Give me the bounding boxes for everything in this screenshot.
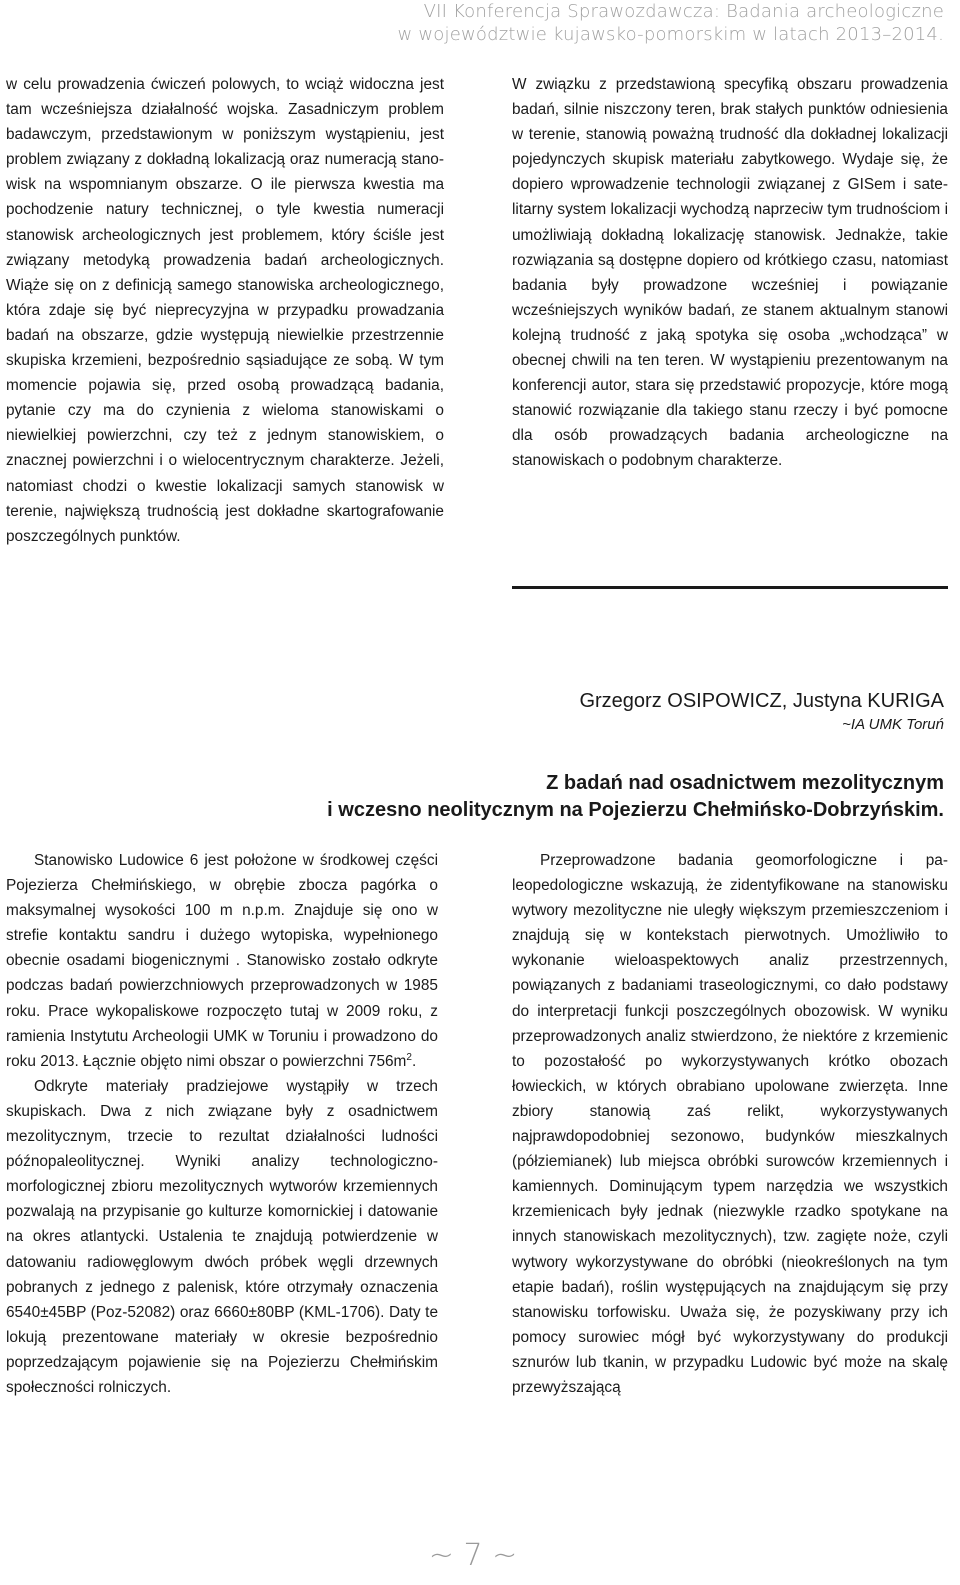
top-left-paragraph: w celu prowadzenia ćwiczeń polowych, to wciąż widoczna jest tam wcześniejsza działalność wojska. Zasadniczym problem badawczym, przedstawionym w poniższym wystąpieniu, jest problem związany z dokładną lokalizacją oraz numeracją stanowisk na wspomnianym obszarze. O ile pierwsza kwestia ma pochodzenie natury technicznej, o tyle kwestia numeracji stanowisk archeologicznych jest problemem, który ściśle jest związany metodyką prowadzenia badań archeologicznych. Wiąże się on z definicją samego stanowiska archeologicznego, która zdaje się być nieprecyzyjna w przypadku prowadzania badań na obszarze, gdzie występują niewielkie przestrzennie skupiska krzemieni, bezpośrednio sąsiadujące ze sobą. W tym momencie pojawia się, przed osobą prowadzącą badania, pytanie czy ma do czynienia z wieloma stanowiskami o niewielkiej powierzchni, czy też z jednym stanowiskiem, o znacznej powierzchni i o wielocentrycznym charakterze. Jeżeli, natomiast chodzi o kwestie lokalizacji samych stanowisk w terenie, największą trudnością jest dokładne skartografowanie poszczególnych punktów. — [6, 76, 444, 545]
article-authors: Grzegorz OSIPOWICZ, Justyna KURIGA — [579, 690, 944, 712]
header-line-2: w województwie kujawsko-pomorskim w latach 2013–2014. — [397, 24, 944, 45]
top-right-column — [512, 72, 948, 474]
article-title-line-1: Z badań nad osadnictwem mezolitycznym — [546, 772, 944, 794]
article-title-line-2: i wczesno neolitycznym na Pojezierzu Chełmińsko-Dobrzyńskim. — [327, 799, 944, 821]
running-header — [224, 0, 944, 46]
bottom-right-column — [512, 848, 948, 1400]
top-right-paragraph: W związku z przedstawioną specyfiką obszaru prowadzenia badań, silnie niszczony teren, brak stałych punktów odniesienia w terenie, stanowią poważną trudność dla dokładnej lokalizacji pojedynczych skupisk materiału zabytkowego. Wydaje się, że dopiero wprowadzenie technologii związanej z GISem i satelitarny system lokalizacji wychodzą naprzeciw tym trudnościom i umożliwiają dokładną lokalizację stanowisk. Jednakże, takie rozwiązania są dostępne dopiero od krótkiego czasu, natomiast badania były prowadzone wcześniej i powiązanie wcześniejszych wyników badań, ze stanem aktualnym stanowi kolejną trudność z jaką spotyka się osoba „wchodząca” w obecnej chwili na ten teren. W wystąpieniu prezentowanym na konferencji autor, stara się przedstawić propozycje, które mogą stanowić rozwiązanie dla takiego stanu rzeczy i być pomocne dla osób prowadzących badania archeologiczne na stanowiskach o podobnym charakterze. — [512, 76, 948, 470]
section-divider — [512, 586, 948, 589]
superscript-2: 2 — [406, 1051, 412, 1063]
bottom-left-paragraph-2: Odkryte materiały pradziejowe wystąpiły w trzech skupiskach. Dwa z nich związane były z osadnictwem mezolitycznym, trzecie to rezultat działalności ludności późnopaleolitycznej. Wyniki analizy technologiczno-morfologicznej zbioru mezolitycznych wytworów krzemiennych pozwalają na przypisanie go kulturze komornickiej i datowanie na okres atlantycki. Ustalenia te znajdują potwierdzenie w datowaniu radiowęglowym dwóch próbek węgli drzewnych pobranych z jednego z palenisk, które otrzymały oznaczenia 6540±45BP (Poz-52082) oraz 6660±80BP (KML-1706). Daty te lokują prezentowane materiały w okresie bezpośrednio poprzedzającym pojawienie się na Pojezierzu Chełmińskim społeczności rolniczych. — [6, 1077, 438, 1396]
bottom-left-column — [6, 848, 438, 1400]
top-left-column — [6, 72, 444, 549]
author-affiliation: ~IA UMK Toruń — [842, 716, 944, 733]
bottom-left-paragraph-1 — [6, 848, 438, 1074]
bottom-left-p1-text: Stanowisko Ludowice 6 jest położone w środkowej części Pojezierza Chełmińskiego, w obrębie zbocza pagórka o maksymalnej wysokości 100 m n.p.m. Znajduje się ono w strefie kontaktu sandru i dużego wytopiska, wypełnionego obecnie osadami biogenicznymi . Stanowisko zostało odkryte podczas badań powierzchniowych przeprowadzonych w 1985 roku. Prace wykopaliskowe rozpoczęto tutaj w 2009 roku, z ramienia Instytutu Archeologii UMK w Toruniu i prowadzono do roku 2013. Łącznie objęto nimi obszar o powierzchni 756m — [6, 852, 438, 1070]
bottom-left-p1-end: . — [411, 1052, 417, 1070]
header-line-1: VII Konferencja Sprawozdawcza: Badania archeologiczne — [423, 1, 944, 22]
page-number: ~ 7 ~ — [428, 1538, 518, 1573]
bottom-right-paragraph: Przeprowadzone badania geomorfologiczne i paleopedologiczne wskazują, że zidentyfikowane na stanowisku wytwory mezolityczne nie uległy większym przemieszczeniom i znajdują się w kontekstach pierwotnych. Umożliwiło to wykonanie wieloaspektowych analiz przestrzennych, powiązanych z badaniami traseologicznymi, co dało podstawy do interpretacji funkcji poszczególnych obozowisk. W wyniku przeprowadzonych analiz stwierdzono, że niektóre z krzemienic to pozostałość po wykorzystywanych krótko obozach łowieckich, w których obrabiano upolowane zwierzęta. Inne zbiory stanowią zaś relikt, wykorzystywanych najprawdopodobniej sezonowo, budynków mieszkalnych (półziemianek) lub miejsca obróbki surowców krzemiennych i kamiennych. Dominującym typem narzędzia we wszystkich krzemienicach były jednak (niezwykle rzadko spotykane na innych stanowiskach mezolitycznych), tzw. zagięte noże, czyli wytwory wykorzystywane do obróbki (nieokreślonych na tym etapie badań), roślin występujących na znajdującym się przy stanowisku torfowisku. Uważa się, że pozyskiwany przy ich pomocy surowiec mógł być wykorzystywany do produkcji sznurów lub tkanin, w przypadku Ludowic być może na skalę przewyższającą — [512, 852, 948, 1396]
article-title — [327, 770, 944, 824]
